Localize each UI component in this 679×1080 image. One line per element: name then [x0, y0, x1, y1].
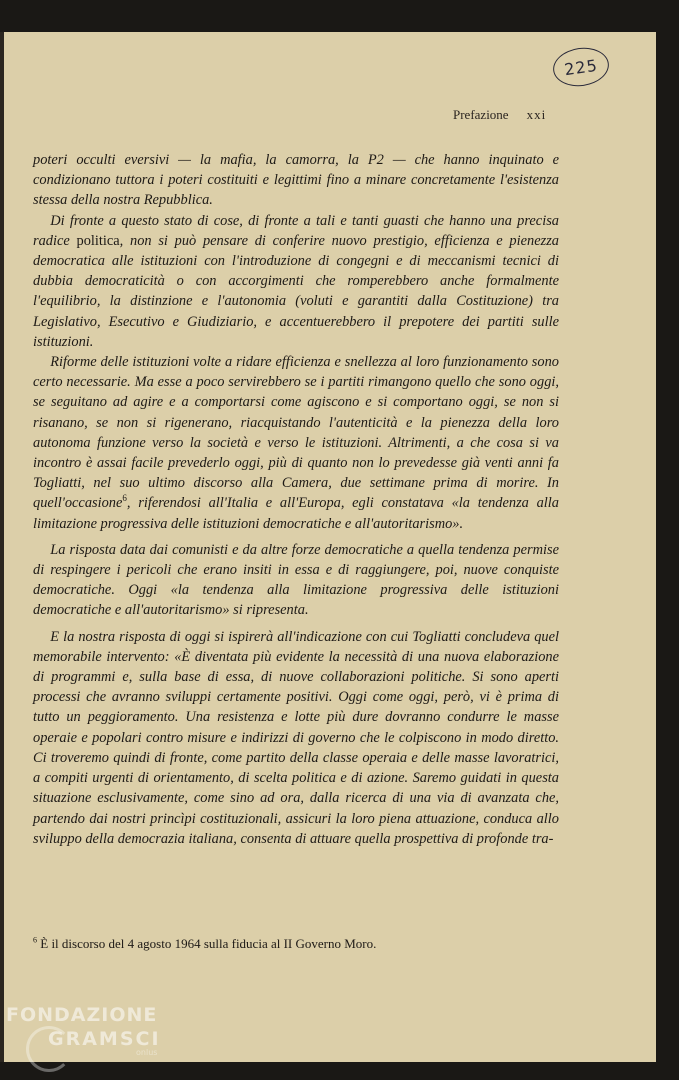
footnote-marker: 6	[33, 935, 37, 945]
body-text	[33, 150, 559, 849]
section-title: Prefazione	[453, 107, 509, 122]
footnote	[33, 936, 559, 952]
paragraph-1: poteri occulti eversivi — la mafia, la camorra, la P2 — che hanno inquinato e condizionano tuttora i poteri costituiti e legittimi fino a minare concretamente l'esistenza stessa della nostra Repubblica.	[33, 152, 559, 209]
footnote-reference: 6	[122, 493, 127, 504]
watermark: FONDAZIONE GRAMSCI onlus	[6, 1004, 161, 1057]
paragraph-3: Riforme delle istituzioni volte a ridare efficienza e snellezza al loro funzionamento sono certo necessarie. Ma esse a poco servirebbero se i partiti rimangono quello che sono oggi, se seguitano ad agire e a comportarsi come agiscono e si comportano oggi, se non si risanano, se non si rigenerano, riacquistando l'autenticità e la pienezza della loro autonoma funzione verso la società e verso le istituzioni. Altrimenti, a che cosa si va incontro è assai facile prevederlo oggi, più di quanto non lo prevedesse già venti anni fa Togliatti, nel suo ultimo discorso alla Camera, due settimane prima di morire. In quell'occasione$^6$, riferendosi all'Italia e all'Europa, egli constatava «la tendenza alla limitazione progressiva delle istituzioni democratiche e all'autoritarismo».	[33, 354, 559, 532]
paragraph-4: La risposta data dai comunisti e da altre forze democratiche a quella tendenza permise di respingere i pericoli che erano insiti in essa e di raggiungere, poi, nuove conquiste democratiche. Oggi «la tendenza alla limitazione progressiva delle istituzioni democratiche e all'autoritarismo» si ripresenta.	[33, 541, 559, 619]
paragraph-2: Di fronte a questo stato di cose, di fronte a tali e tanti guasti che hanno una precisa radice politica, non si può pensare di conferire nuovo prestigio, efficienza e pienezza democratica alle istituzioni con l'introduzione di congegni e di meccanismi tecnici di dubbia democraticità o con accorgimenti che romperebbero anche formalmente l'equilibrio, la distinzione e l'autonomia (voluti e garantiti dalla Costituzione) tra Legislativo, Esecutivo e Giudiziario, e accentuerebbero il prepotere dei partiti sulle istituzioni.	[33, 212, 559, 350]
footnote-text: È il discorso del 4 agosto 1964 sulla fiducia al II Governo Moro.	[40, 936, 377, 951]
paragraph-5: E la nostra risposta di oggi si ispirerà all'indicazione con cui Togliatti concludeva quel memorabile intervento: «È diventata più evidente la necessità di una nuova elaborazione di programmi e, sulla base di essa, di nuove collaborazioni politiche. Si sono aperti processi che avranno sviluppi certamente positivi. Oggi come oggi, però, vi è prima di tutto un peggioramento. Una resistenza e lotte più dure dovranno condurre le masse operaie e popolari contro misure e indirizzi di governo che le colpiscono in modo diretto. Ci troveremo quindi di fronte, come partito della classe operaia e delle masse lavoratrici, a compiti urgenti di orientamento, di scelta politica e di azione. Saremo guidati in questa situazione esclusivamente, come sino ad ora, dalla ricerca di una via di avanzata che, partendo dai nostri princìpi costituzionali, assicuri la loro piena attuazione, conduca allo sviluppo della democrazia italiana, consenta di attuare quella prospettiva di profonde tra-	[33, 628, 559, 847]
page-number: xxi	[526, 107, 547, 122]
archive-number-annotation: 225	[551, 44, 612, 89]
running-header	[453, 107, 546, 123]
